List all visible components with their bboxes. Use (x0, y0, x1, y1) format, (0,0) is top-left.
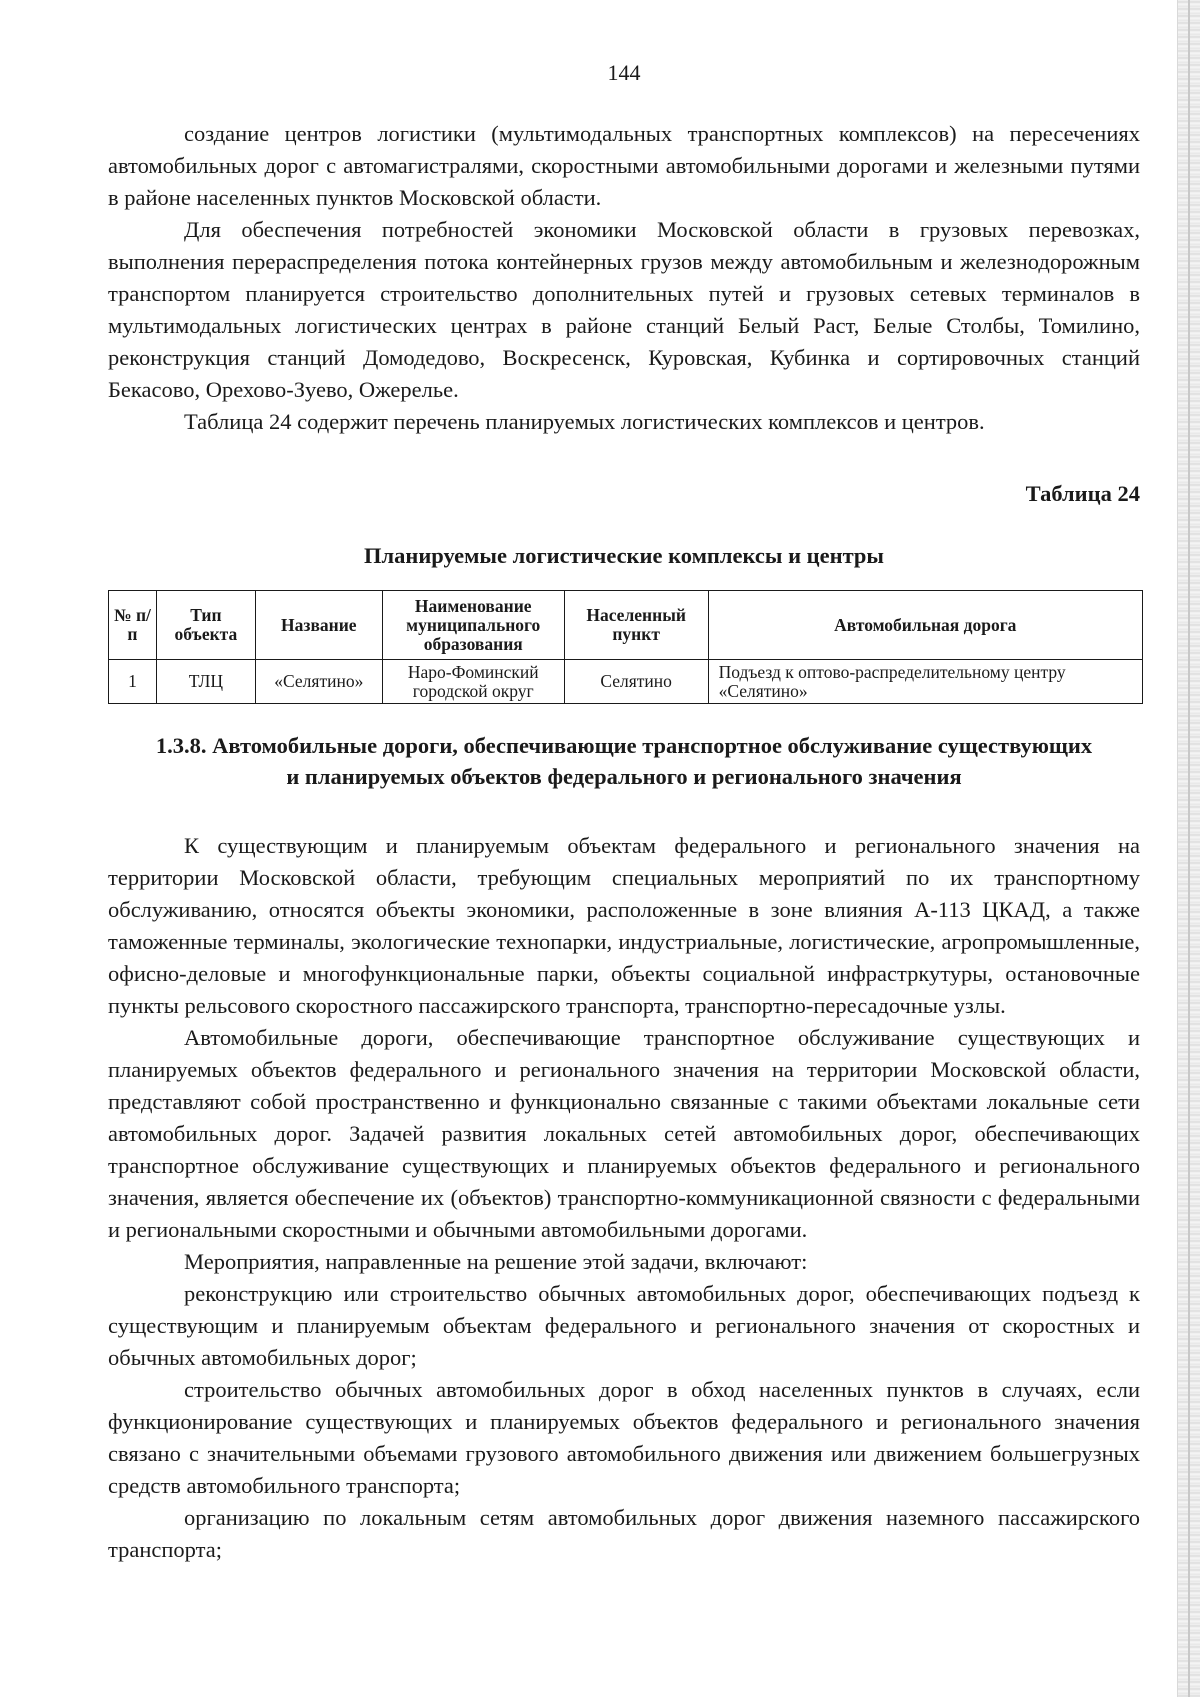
paragraph: реконструкцию или строительство обычных автомобильных дорог, обеспечивающих подъезд к существующим и планируемым объектам федерального и регионального значения от скоростных и обычных автомобильных дорог; (108, 1281, 1140, 1370)
table-header-row (109, 591, 1143, 660)
table-title: Планируемые логистические комплексы и центры (364, 543, 884, 568)
cell-name: «Селятино» (255, 660, 382, 704)
logistics-table (108, 590, 1143, 704)
section-body (108, 830, 1140, 1566)
table-caption: Таблица 24 (1025, 481, 1140, 506)
section-heading-line2: и планируемых объектов федерального и регионального значения (286, 764, 962, 789)
cell-type: ТЛЦ (156, 660, 255, 704)
scan-edge-line (1188, 0, 1190, 1697)
column-header-type: Тип объекта (156, 591, 255, 660)
paragraph: организацию по локальным сетям автомобильных дорог движения наземного пассажирского транспорта; (108, 1505, 1140, 1562)
paragraph: Для обеспечения потребностей экономики Московской области в грузовых перевозках, выполнения перераспределения потока контейнерных грузов между автомобильным и железнодорожным транспортом планируется строительство дополнительных путей и грузовых сетевых терминалов в мультимодальных логистических центрах в районе станций Белый Раст, Белые Столбы, Томилино, реконструкция станций Домодедово, Воскресенск, Куровская, Кубинка и сортировочных станций Бекасово, Орехово-Зуево, Ожерелье. (108, 217, 1140, 402)
cell-settlement: Селятино (564, 660, 708, 704)
cell-municipality: Наро-Фоминский городской округ (382, 660, 564, 704)
paragraph: Мероприятия, направленные на решение этой задачи, включают: (184, 1249, 808, 1274)
paragraph: Таблица 24 содержит перечень планируемых логистических комплексов и центров. (184, 409, 985, 434)
paragraph: Автомобильные дороги, обеспечивающие транспортное обслуживание существующих и планируемых объектов федерального и регионального значения на территории Московской области, представляют собой пространственно и функционально связанные с такими объектами локальные сети автомобильных дорог. Задачей развития локальных сетей автомобильных дорог, обеспечивающих транспортное обслуживание существующих и планируемых объектов федерального и регионального значения, является обеспечение их (объектов) транспортно-коммуникационной связности с федеральными и региональными скоростными и обычными автомобильными дорогами. (108, 1025, 1140, 1242)
cell-road: Подъезд к оптово-распределительному центру «Селятино» (708, 660, 1142, 704)
column-header-settlement: Населенный пункт (564, 591, 708, 660)
table-row (109, 660, 1143, 704)
section-heading (108, 730, 1140, 792)
paragraph: строительство обычных автомобильных дорог в обход населенных пунктов в случаях, если функционирование существующих и планируемых объектов федерального и регионального значения связано с значительными объемами грузового автомобильного движения или движением большегрузных средств автомобильного транспорта; (108, 1377, 1140, 1498)
paragraph: создание центров логистики (мультимодальных транспортных комплексов) на пересечениях автомобильных дорог с автомагистралями, скоростными автомобильными дорогами и железными путями в районе населенных пунктов Московской области. (108, 121, 1140, 210)
page-content (108, 118, 1140, 1566)
page-number: 144 (607, 60, 641, 85)
paragraph: К существующим и планируемым объектам федерального и регионального значения на территории Московской области, требующим специальных мероприятий по их транспортному обслуживанию, относятся объекты экономики, расположенные в зоне влияния А-113 ЦКАД, а также таможенные терминалы, экологические технопарки, индустриальные, логистические, агропромышленные, офисно-деловые и многофункциональные парки, объекты социальной инфрастркутуры, остановочные пункты рельсового скоростного пассажирского транспорта, транспортно-пересадочные узлы. (108, 833, 1140, 1018)
column-header-num: № п/п (109, 591, 157, 660)
column-header-road: Автомобильная дорога (708, 591, 1142, 660)
cell-num: 1 (109, 660, 157, 704)
section-heading-line1: 1.3.8. Автомобильные дороги, обеспечивающие транспортное обслуживание существующих (155, 733, 1093, 758)
column-header-name: Название (255, 591, 382, 660)
column-header-municipality: Наименование муниципального образования (382, 591, 564, 660)
